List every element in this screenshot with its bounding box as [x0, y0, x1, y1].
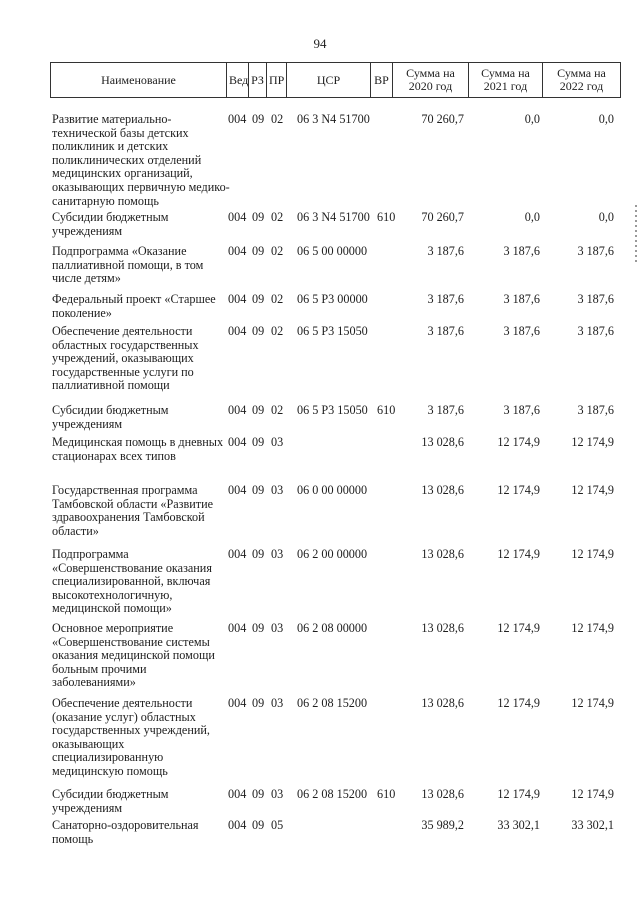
row-sum-2022: 12 174,9: [571, 787, 614, 801]
row-csr: 06 2 00 00000: [297, 547, 368, 561]
row-sum-2020: 13 028,6: [421, 621, 464, 635]
row-sum-2021: 3 187,6: [503, 403, 540, 417]
row-sum-2021: 12 174,9: [497, 435, 540, 449]
row-csr: 06 5 00 00000: [297, 244, 368, 258]
row-pr: 03: [271, 787, 284, 801]
row-csr: 06 3 N4 51700: [297, 210, 370, 224]
row-pr: 03: [271, 547, 284, 561]
row-sum-2022: 12 174,9: [571, 435, 614, 449]
row-csr: 06 5 P3 00000: [297, 292, 368, 306]
row-rz: 09: [252, 210, 265, 224]
row-ved: 004: [228, 547, 247, 561]
row-sum-2020: 13 028,6: [421, 435, 464, 449]
row-rz: 09: [252, 483, 265, 497]
row-ved: 004: [228, 483, 247, 497]
table-header: [50, 62, 621, 98]
row-name: Основное мероприятие «Совершенствование системы оказания медицинской помощи больным прочими заболеваниями»: [52, 621, 215, 690]
row-name: Медицинская помощь в дневных стационарах всех типов: [52, 435, 224, 463]
row-sum-2022: 3 187,6: [577, 244, 614, 258]
row-rz: 09: [252, 818, 265, 832]
row-vr: 610: [377, 210, 396, 224]
row-name: Субсидии бюджетным учреждениям: [52, 403, 169, 431]
scan-edge-mark: [635, 205, 637, 265]
row-sum-2022: 3 187,6: [577, 403, 614, 417]
header-pr: ПР: [267, 63, 287, 98]
row-name: Субсидии бюджетным учреждениям: [52, 787, 169, 815]
row-rz: 09: [252, 547, 265, 561]
row-rz: 09: [252, 696, 265, 710]
row-sum-2020: 70 260,7: [421, 112, 464, 126]
row-pr: 02: [271, 292, 284, 306]
row-csr: 06 0 00 00000: [297, 483, 368, 497]
row-ved: 004: [228, 210, 247, 224]
row-rz: 09: [252, 112, 265, 126]
row-sum-2022: 3 187,6: [577, 324, 614, 338]
row-rz: 09: [252, 435, 265, 449]
row-sum-2020: 35 989,2: [421, 818, 464, 832]
row-pr: 03: [271, 621, 284, 635]
row-rz: 09: [252, 621, 265, 635]
row-csr: 06 5 P3 15050: [297, 403, 368, 417]
row-sum-2021: 3 187,6: [503, 292, 540, 306]
row-rz: 09: [252, 787, 265, 801]
row-rz: 09: [252, 324, 265, 338]
row-pr: 02: [271, 112, 284, 126]
header-csr: ЦСР: [287, 63, 371, 98]
row-vr: 610: [377, 403, 396, 417]
row-csr: 06 2 08 15200: [297, 696, 368, 710]
row-sum-2022: 12 174,9: [571, 547, 614, 561]
header-name: Наименование: [51, 63, 227, 98]
row-sum-2020: 13 028,6: [421, 787, 464, 801]
row-pr: 03: [271, 483, 284, 497]
row-rz: 09: [252, 244, 265, 258]
row-sum-2020: 13 028,6: [421, 696, 464, 710]
row-sum-2020: 3 187,6: [427, 244, 464, 258]
row-ved: 004: [228, 292, 247, 306]
row-name: Обеспечение деятельности (оказание услуг) областных государственных учреждений, оказывающих специализированную медицинскую помощь: [52, 696, 210, 778]
row-ved: 004: [228, 696, 247, 710]
row-rz: 09: [252, 292, 265, 306]
row-pr: 05: [271, 818, 284, 832]
header-sum-2021: Сумма на 2021 год: [469, 63, 543, 98]
row-sum-2020: 70 260,7: [421, 210, 464, 224]
row-pr: 02: [271, 324, 284, 338]
row-sum-2021: 12 174,9: [497, 787, 540, 801]
row-sum-2020: 3 187,6: [427, 324, 464, 338]
row-ved: 004: [228, 244, 247, 258]
row-ved: 004: [228, 324, 247, 338]
page-number: 94: [313, 36, 327, 51]
header-sum-2020: Сумма на 2020 год: [393, 63, 469, 98]
header-ved: Вед: [227, 63, 249, 98]
row-sum-2021: 0,0: [524, 112, 540, 126]
row-sum-2022: 0,0: [598, 210, 614, 224]
row-pr: 03: [271, 435, 284, 449]
row-ved: 004: [228, 403, 247, 417]
row-sum-2021: 12 174,9: [497, 483, 540, 497]
row-name: Обеспечение деятельности областных государственных учреждений, оказывающих государственные услуги по паллиативной помощи: [52, 324, 199, 393]
row-name: Подпрограмма «Совершенствование оказания специализированной, включая высокотехнологичную, медицинской помощи»: [52, 547, 212, 616]
row-sum-2021: 12 174,9: [497, 621, 540, 635]
header-rz: РЗ: [249, 63, 267, 98]
row-name: Государственная программа Тамбовской области «Развитие здравоохранения Тамбовской области»: [52, 483, 214, 538]
row-csr: 06 3 N4 51700: [297, 112, 370, 126]
row-ved: 004: [228, 435, 247, 449]
row-name: Субсидии бюджетным учреждениям: [52, 210, 169, 238]
row-sum-2021: 12 174,9: [497, 696, 540, 710]
row-sum-2021: 3 187,6: [503, 324, 540, 338]
row-pr: 02: [271, 210, 284, 224]
row-sum-2021: 33 302,1: [497, 818, 540, 832]
row-rz: 09: [252, 403, 265, 417]
row-name: Санаторно-оздоровительная помощь: [52, 818, 199, 846]
row-vr: 610: [377, 787, 396, 801]
row-pr: 02: [271, 403, 284, 417]
row-name: Федеральный проект «Старшее поколение»: [52, 292, 216, 320]
row-sum-2022: 3 187,6: [577, 292, 614, 306]
row-sum-2021: 0,0: [524, 210, 540, 224]
row-sum-2020: 3 187,6: [427, 403, 464, 417]
row-sum-2020: 13 028,6: [421, 483, 464, 497]
row-sum-2022: 0,0: [598, 112, 614, 126]
row-pr: 03: [271, 696, 284, 710]
row-sum-2022: 33 302,1: [571, 818, 614, 832]
row-sum-2020: 13 028,6: [421, 547, 464, 561]
row-csr: 06 5 P3 15050: [297, 324, 368, 338]
row-name: Развитие материально-технической базы детских поликлиник и детских поликлинических отделений медицинских организаций, оказывающих первичную медико-санитарную помощь: [52, 112, 230, 208]
header-vr: ВР: [371, 63, 393, 98]
row-sum-2022: 12 174,9: [571, 621, 614, 635]
row-sum-2022: 12 174,9: [571, 696, 614, 710]
row-name: Подпрограмма «Оказание паллиативной помощи, в том числе детям»: [52, 244, 204, 286]
row-csr: 06 2 08 15200: [297, 787, 368, 801]
row-sum-2020: 3 187,6: [427, 292, 464, 306]
header-sum-2022: Сумма на 2022 год: [543, 63, 621, 98]
row-ved: 004: [228, 787, 247, 801]
row-sum-2022: 12 174,9: [571, 483, 614, 497]
row-sum-2021: 12 174,9: [497, 547, 540, 561]
row-sum-2021: 3 187,6: [503, 244, 540, 258]
row-ved: 004: [228, 818, 247, 832]
row-csr: 06 2 08 00000: [297, 621, 368, 635]
row-ved: 004: [228, 621, 247, 635]
row-pr: 02: [271, 244, 284, 258]
row-ved: 004: [228, 112, 247, 126]
